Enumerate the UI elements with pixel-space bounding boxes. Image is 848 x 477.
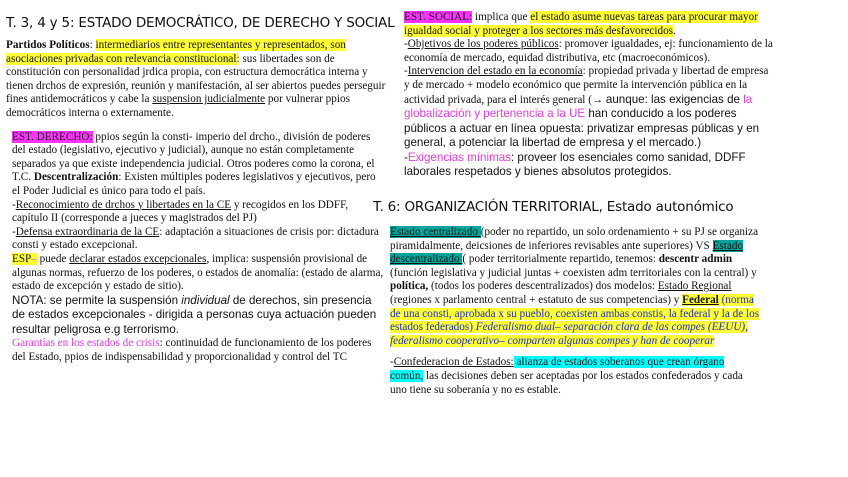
est-derecho-label: EST. DERECHO: — [12, 130, 93, 143]
heading-organizacion-territorial: T. 6: ORGANIZACIÓN TERRITORIAL, Estado autonómico — [373, 199, 734, 215]
partidos-label: Partidos Políticos — [6, 39, 90, 51]
defensa-paragraph: -Defensa extraordinaria de la CE: adaptación a situaciones de crisis por: dictadura consti y estado excepcional. — [12, 225, 379, 252]
federalismo-italic: Federalismo dual– separación clara de las compes (EEUU), federalismo cooperativo– comparten algunas compes y han de cooperar — [390, 321, 748, 347]
est-social-highlight: el estado asume nuevas tareas para procurar mayor igualdad social y proteger a los sectores más desfavorecidos — [404, 11, 758, 37]
partidos-highlight: intermediarios entre representantes y representados, son asociaciones privadas con relevancia constitucional — [6, 39, 346, 65]
federal-label: Federal — [682, 293, 719, 306]
federal-highlight: (norma de una consti, aprobada x su pueblo, coexisten ambas constis, la federal y la de los estados federados) — [390, 293, 760, 334]
est-social-paragraph: EST. SOCIAL: implica que el estado asume nuevas tareas para procurar mayor igualdad social y proteger a los sectores más desfavorecidos. — [404, 11, 758, 37]
confederacion-highlight: alianza de estados soberanos que crean órgano común, — [390, 356, 725, 382]
intervencion-paragraph: -Intervencion del estado en la economía: propiedad privada y libertad de empresa y de mercado + modelo económico que permite la intervención pública en la actividad privada, para el interés general (→ aunque: las exigencias de la globalización y pertenencia a la UE han conducido a los poderes públicos a actuar en línea opuesta: privatizar empresas públicas y en general, a potenciar la libertad de empresa y el mercado.) — [404, 65, 769, 150]
descentralizacion-label: Descentralización — [33, 171, 119, 184]
left-column — [6, 0, 395, 364]
esp-label: ESP– — [12, 252, 37, 265]
garantias-label: Garantías en los estados de crisis — [12, 336, 160, 349]
right-column-lower — [390, 226, 760, 397]
estado-descentralizado-label: Estado descentralizado — [390, 239, 744, 266]
estado-centralizado-paragraph: Estado centralizado (poder no repartido, un solo ordenamiento + su PJ se organiza piramidalmente, deicsiones de inferiores revisables ante superiores) VS Estado descentralizado ( poder territorialmente repartido, tenemos: descentr admin (función legislativa y judicial juntas + coexisten adm territoriales con la central) y política, (todos los poderes descentralizados) dos modelos: Estado Regional (regiones x parlamento central + estatuto de sus competencias) y Federal (norma de una consti, aprobada x su pueblo, coexisten ambas constis, la federal y la de los estados federados) Federalismo dual– separación clara de las compes (EEUU), federalismo cooperativo– comparten algunas compes y han de cooperar — [390, 226, 760, 347]
garantias-paragraph: Garantías en los estados de crisis: continuidad de funcionamiento de los poderes del Estado, ppios de indispensabilidad y proporcionalidad y control del TC — [12, 336, 372, 363]
est-derecho-paragraph: EST. DERECHO: ppios según la consti- imperio del drcho., división de poderes del estado (legislativo, ejecutivo y judicial), aunque no están completamente separados ya que existe independencia judicial. Otros poderes como la corona, el T.C. Descentralización: Existen múltiples poderes legislativos y ejecutivos, pero el Poder Judicial es único para todo el país. — [12, 130, 376, 197]
suspension-underline: suspension judicialmente — [152, 93, 266, 106]
estado-centralizado-label: Estado centralizado — [390, 226, 481, 238]
exigencias-paragraph: -Exigencias mínimas: proveer los esenciales como sanidad, DDFF laborales respetados y bienes absolutos protegidos. — [404, 150, 746, 178]
nota-paragraph: NOTA: se permite la suspensión individual de derechos, sin presencia de estados excepcionales - dirigida a personas cuya actuación pueden resultar peligrosa e.g terrorismo. — [12, 293, 377, 336]
reconocimiento-paragraph: -Reconocimiento de drchos y libertades en la CE y recogidos en los DDFF, capítulo II (corresponde a jueces y magistrados del PJ) — [12, 198, 349, 225]
heading-estado-democratico: T. 3, 4 y 5: ESTADO DEMOCRÁTICO, DE DERECHO Y SOCIAL — [6, 15, 395, 31]
partidos-politicos-paragraph: Partidos Políticos: intermediarios entre representantes y representados, son asociaciones privadas con relevancia constitucional: sus libertades son de constitución con personalidad jrdica propia, con estructura democrática interna y tienen drchos de expresión, reunión y manifestación, al ser abiertos puedes perseguir fines antidemocráticos y cabe la suspension judicialmente por vulnerar ppios democráticos interna o externamente. — [6, 39, 386, 119]
objetivos-paragraph: -Objetivos de los poderes públicos: promover igualdades, ej: funcionamiento de la economía de mercado, equidad distributiva, etc (macroeconómicos). — [404, 38, 773, 64]
est-social-label: EST. SOCIAL: — [404, 11, 473, 23]
exigencias-label: Exigencias mínimas — [407, 150, 511, 164]
esp-paragraph: ESP– puede declarar estados excepcionales, implica: suspensión provisional de algunas normas, refuerzo de los poderes, o estados de anomalía: (estado de alarma, estado de excepción y estado de sitio). — [12, 252, 384, 293]
right-column — [404, 11, 776, 179]
confederacion-paragraph: -Confederacion de Estados: alianza de estados soberanos que crean órgano común, las decisiones deben ser aceptadas por los estados confederados y cada uno tiene su soberanía y no es estable. — [390, 356, 743, 396]
